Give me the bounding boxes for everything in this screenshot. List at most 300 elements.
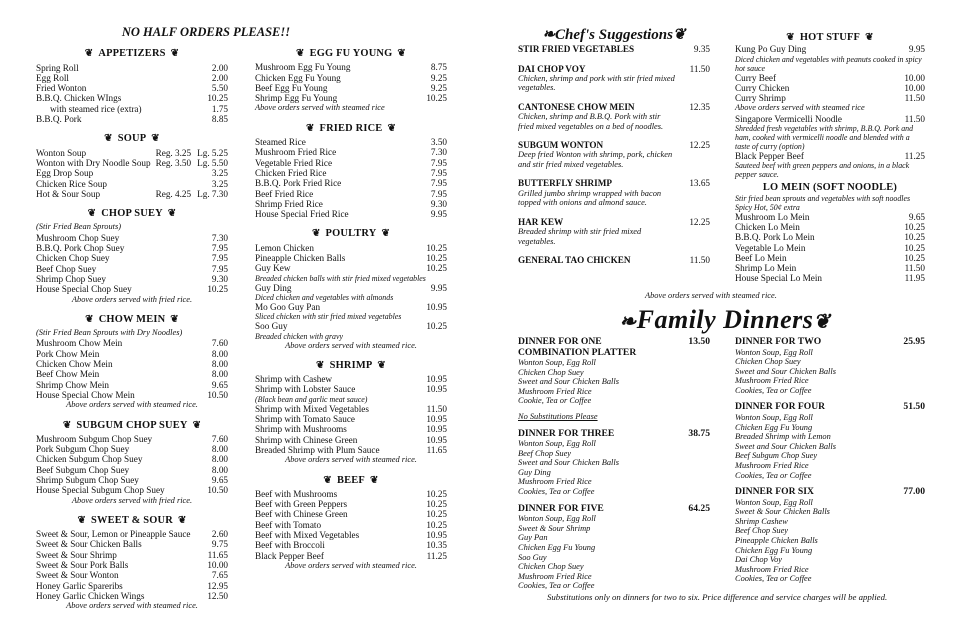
dinner-package-item: Wonton Soup, Egg Roll	[735, 497, 813, 507]
chef-suggestions-heading: ❧Chef's Suggestions❦	[542, 27, 686, 43]
menu-item-name: Beef with Mushrooms	[255, 488, 338, 499]
dinner-package-item: Dai Chop Voy	[735, 555, 782, 565]
menu-item-name: Beef with Broccoli	[255, 540, 325, 551]
menu-item	[36, 93, 228, 103]
menu-item	[735, 83, 925, 93]
chop-suey-list	[36, 233, 228, 295]
menu-item-name: Mushroom Subgum Chop Suey	[36, 433, 153, 444]
family-right	[735, 337, 925, 591]
menu-item-name: Sweet & Sour, Lemon or Pineapple Sauce	[36, 529, 191, 540]
menu-item-price: 7.95	[211, 263, 228, 274]
dinner-package-item: Mushroom Fried Rice	[735, 460, 809, 470]
menu-item	[255, 445, 447, 455]
menu-item-price: 10.35	[426, 540, 447, 551]
menu-item	[255, 178, 447, 188]
menu-item	[36, 233, 228, 243]
menu-item-description: Diced chicken and vegetables with almonds	[255, 292, 394, 302]
ornament-icon: ❦	[87, 208, 97, 220]
menu-item-price: 7.60	[211, 433, 228, 444]
menu-item	[735, 114, 925, 124]
menu-item-name: Shrimp Subgum Chop Suey	[36, 474, 139, 485]
menu-item	[36, 359, 228, 369]
fried-rice-heading: ❦ FRIED RICE ❦	[305, 122, 397, 134]
menu-item-name: Singapore Vermicelli Noodle	[735, 113, 842, 124]
menu-item	[735, 212, 925, 222]
menu-item	[36, 380, 228, 390]
ornament-icon: ❦	[167, 208, 177, 220]
chef-item-row	[518, 255, 710, 265]
dinner-package-item: Breaded Shrimp with Lemon	[735, 432, 831, 442]
menu-item	[36, 444, 228, 454]
lo-mein-extra: Spicy Hot, 50¢ extra	[735, 202, 800, 212]
chow-mein-note: Above orders served with steamed rice.	[66, 400, 198, 410]
menu-item	[255, 489, 447, 499]
menu-item-price: 10.25	[426, 253, 447, 264]
ornament-icon: ❦	[192, 419, 202, 431]
menu-item-regular-price: Reg. 4.25	[155, 188, 192, 199]
ornament-icon: ❦	[62, 419, 72, 431]
dinner-package-price: 77.00	[903, 486, 925, 498]
dinner-package-subname: COMBINATION PLATTER	[518, 346, 637, 358]
dinner-package-items	[735, 348, 925, 396]
menu-item-name: Chicken Egg Fu Young	[255, 72, 341, 83]
fried-rice-list	[255, 137, 447, 219]
chow-mein-list	[36, 338, 228, 400]
menu-item	[255, 189, 447, 199]
menu-item-price: 12.50	[207, 590, 228, 601]
chef-item-name: GENERAL TAO CHICKEN	[518, 255, 631, 266]
menu-item-name: Guy Ding	[255, 282, 292, 293]
menu-item-name: Beef Chow Mein	[36, 369, 100, 380]
chef-item-name: HAR KEW	[518, 216, 564, 227]
sweet-sour-heading: ❦ SWEET & SOUR ❦	[77, 514, 187, 526]
menu-item-name: Shrimp with Lobster Sauce	[255, 384, 356, 395]
chef-item	[518, 44, 710, 54]
menu-item-price: 9.95	[430, 282, 447, 293]
ornament-icon: ❦	[397, 48, 407, 59]
menu-item-price: 10.25	[426, 519, 447, 530]
menu-item-price: 10.25	[426, 488, 447, 499]
dinner-package-item: Beef Chop Suey	[518, 448, 572, 458]
menu-item-description: Breaded chicken with gravy	[255, 331, 344, 341]
ornament-icon: ❦	[377, 359, 386, 371]
menu-item-name: Soo Guy	[255, 321, 288, 332]
ornament-icon: ❦	[387, 122, 397, 134]
menu-item-price: 11.50	[426, 403, 447, 414]
dinner-package-price: 25.95	[903, 336, 925, 347]
dinner-package	[735, 487, 925, 584]
chop-suey-subtitle: (Stir Fried Bean Sprouts)	[36, 222, 122, 232]
menu-item-price: 10.25	[207, 93, 228, 104]
menu-item-price: 10.25	[426, 499, 447, 510]
menu-item-price: 7.95	[430, 167, 447, 178]
dinner-package-header	[735, 402, 925, 413]
dinner-package-items	[735, 498, 925, 584]
menu-item-price: 9.95	[908, 44, 925, 55]
menu-item-name: Beef with Tomato	[255, 519, 322, 530]
menu-item-regular-price: Reg. 3.50	[155, 157, 192, 168]
dinner-package-item: Cookies, Tea or Coffee	[518, 487, 595, 497]
menu-item-name: B.B.Q. Pork Lo Mein	[735, 232, 815, 243]
menu-item-price: 10.95	[426, 424, 447, 435]
menu-item	[255, 424, 447, 434]
menu-item-price: 9.65	[211, 379, 228, 390]
menu-item-price: 12.95	[207, 580, 228, 591]
hot-stuff-list-2	[735, 114, 925, 180]
menu-item-name: House Special Chow Mein	[36, 389, 135, 400]
menu-item-price: 11.95	[904, 273, 925, 284]
dinner-package-item: Cookies, Tea or Coffee	[735, 574, 812, 584]
column-middle	[255, 46, 447, 571]
dinner-package-price: 38.75	[688, 427, 710, 439]
dinner-package	[735, 337, 925, 395]
menu-item-price: 11.50	[904, 263, 925, 274]
menu-item-price: 8.00	[211, 464, 228, 475]
ornament-icon: ❦	[84, 48, 94, 60]
chef-item	[518, 140, 710, 169]
menu-item-price: 10.25	[904, 232, 925, 243]
ornament-icon: ❦	[77, 514, 87, 526]
menu-item-name: B.B.Q. Chicken WIngs	[36, 93, 122, 104]
shrimp-note: Above orders served with steamed rice.	[285, 455, 417, 465]
menu-item-price: 3.25	[211, 168, 228, 179]
appetizers-heading: ❦ APPETIZERS ❦	[84, 48, 180, 60]
menu-item-name: Mushroom Fried Rice	[255, 147, 337, 158]
ornament-icon: ❦	[813, 311, 831, 333]
menu-item-regular-price: Reg. 3.25	[155, 147, 192, 158]
menu-item	[36, 581, 228, 591]
lo-mein-list	[735, 212, 925, 284]
ornament-icon: ❦	[865, 32, 874, 43]
ornament-icon: ❦	[295, 48, 305, 59]
ornament-icon: ❦	[381, 228, 391, 240]
dinner-package-header	[518, 504, 710, 515]
menu-item-name: Shrimp Lo Mein	[735, 263, 797, 274]
menu-item-price: 7.30	[430, 147, 447, 158]
menu-item-price: 11.50	[904, 113, 925, 124]
dinner-package-item: Mushroom Fried Rice	[735, 376, 809, 386]
dinner-package-item: Cookies, Tea or Coffee	[518, 581, 595, 591]
menu-item	[36, 475, 228, 485]
dinner-package-item: Chicken Egg Fu Young	[735, 422, 813, 432]
menu-item-name: House Special Fried Rice	[255, 209, 349, 220]
sweet-sour-note: Above orders served with steamed rice.	[66, 601, 198, 611]
menu-item-price: 10.25	[426, 93, 447, 104]
menu-item-name: Shrimp Egg Fu Young	[255, 93, 338, 104]
menu-item	[255, 168, 447, 178]
menu-item-name: Vegetable Fried Rice	[255, 157, 333, 168]
menu-item-price: 3.50	[430, 137, 447, 148]
dinner-package-header	[518, 429, 710, 440]
chef-item-price: 9.35	[693, 44, 710, 55]
dinner-package-header	[518, 337, 710, 348]
menu-item	[735, 273, 925, 283]
menu-item	[735, 151, 925, 161]
menu-item	[255, 147, 447, 157]
menu-item-price: 3.25	[211, 178, 228, 189]
menu-item-price: 8.00	[211, 454, 228, 465]
menu-item	[255, 93, 447, 103]
shrimp-list	[255, 374, 447, 455]
menu-item-name: Shrimp Fried Rice	[255, 198, 323, 209]
menu-item-description: Sauteed beef with green peppers and onions, in a black pepper sauce.	[735, 161, 910, 180]
menu-item-description: (Black bean and garlic meat sauce)	[255, 394, 368, 404]
ornament-icon: ❦	[104, 133, 113, 145]
dinner-package	[735, 402, 925, 480]
menu-item-price: 10.25	[904, 221, 925, 232]
chef-item-name: SUBGUM WONTON	[518, 140, 604, 151]
menu-item-price: 7.95	[211, 243, 228, 254]
menu-item	[255, 551, 447, 561]
subgum-heading: ❦ SUBGUM CHOP SUEY ❦	[62, 419, 202, 431]
menu-item-price: 10.95	[426, 301, 447, 312]
ornament-icon: ❦	[672, 27, 686, 43]
dinner-package-item: Wonton Soup, Egg Roll	[518, 358, 596, 367]
chef-item-name: BUTTERFLY SHRIMP	[518, 178, 613, 189]
menu-item-name: Curry Shrimp	[735, 93, 786, 104]
menu-item-price: Lg. 5.50	[197, 157, 228, 168]
menu-item	[36, 434, 228, 444]
subgum-list	[36, 434, 228, 496]
menu-item	[735, 263, 925, 273]
menu-item-price: 10.00	[207, 560, 228, 571]
menu-item-name: B.B.Q. Pork Chop Suey	[36, 243, 125, 254]
menu-item-price: 8.00	[211, 444, 228, 455]
ornament-icon: ❦	[311, 228, 321, 240]
menu-item-price: 10.50	[207, 485, 228, 496]
chef-item-description: Chicken, shrimp and B.B.Q. Pork with stir fried mixed vegetables on a bed of noodles.	[518, 112, 664, 131]
dinner-package-item: Pineapple Chicken Balls	[735, 536, 818, 545]
menu-item-name: Black Pepper Beef	[255, 550, 324, 561]
dinner-package-item: Wonton Soup, Egg Roll	[735, 412, 813, 422]
menu-item-name: House Special Lo Mein	[735, 273, 823, 284]
menu-item	[735, 253, 925, 263]
dinner-package-name: DINNER FOR SIX	[735, 486, 814, 498]
menu-item	[255, 302, 447, 312]
beef-note: Above orders served with steamed rice.	[285, 560, 417, 570]
menu-item-name: House Special Subgum Chop Suey	[36, 485, 165, 496]
menu-item	[255, 283, 447, 293]
dinner-package-name: DINNER FOR FOUR	[735, 401, 826, 413]
menu-item	[255, 530, 447, 540]
dinner-package-name: DINNER FOR ONE	[518, 336, 602, 347]
menu-item	[36, 529, 228, 539]
menu-item-price: 10.95	[426, 374, 447, 385]
dinner-package-name: DINNER FOR FIVE	[518, 502, 604, 514]
menu-item-price: 10.95	[426, 434, 447, 445]
lo-mein-subtitle: Stir fried bean sprouts and vegetables with soft noodles	[735, 193, 911, 203]
menu-item-name: Mushroom Lo Mein	[735, 211, 810, 222]
dinner-package-item: Mushroom Fried Rice	[735, 564, 809, 574]
dinner-package-item: Cookies, Tea or Coffee	[735, 385, 812, 395]
chef-item-price: 11.50	[689, 63, 710, 74]
chef-item-description: Chicken, shrimp and pork with stir fried mixed vegetables.	[518, 73, 675, 93]
dinner-package	[518, 337, 710, 422]
menu-item	[36, 465, 228, 475]
dinner-package-price: 64.25	[688, 502, 710, 514]
dinner-package-item: Sweet & Sour Shrimp	[518, 523, 591, 533]
menu-item-name: Chicken Fried Rice	[255, 167, 327, 178]
ornament-icon: ❦	[305, 122, 315, 134]
menu-item	[255, 414, 447, 424]
menu-item	[36, 454, 228, 464]
menu-item-name: Chicken Rice Soup	[36, 178, 107, 189]
menu-item	[255, 540, 447, 550]
chef-item-row	[518, 140, 710, 150]
menu-item-price: 7.30	[211, 232, 228, 243]
menu-item-name: Shrimp with Cashew	[255, 374, 333, 385]
hot-stuff-list	[735, 44, 925, 103]
menu-item	[36, 338, 228, 348]
menu-item-name: Beef Chop Suey	[36, 263, 97, 274]
chef-item-row	[518, 102, 710, 112]
menu-item-name: Chicken Chow Mein	[36, 359, 113, 370]
menu-item-price: 10.25	[426, 242, 447, 253]
menu-item-name: Lemon Chicken	[255, 242, 314, 253]
menu-item	[735, 73, 925, 83]
soup-heading: ❦ SOUP ❦	[104, 133, 160, 145]
menu-item	[255, 137, 447, 147]
menu-item-price: 9.25	[430, 72, 447, 83]
menu-item	[36, 284, 228, 294]
dinner-package-item: Beef Chop Suey	[735, 526, 789, 536]
menu-item-price: 9.65	[211, 474, 228, 485]
menu-item-price: 10.95	[426, 384, 447, 395]
ornament-icon: ❧	[542, 27, 556, 43]
menu-item	[255, 321, 447, 331]
menu-item-price: 10.25	[426, 509, 447, 520]
menu-item-name: Shrimp with Mushrooms	[255, 424, 347, 435]
chef-item	[518, 217, 710, 246]
dinner-package-items	[518, 439, 710, 497]
dinner-package-item: Wonton Soup, Egg Roll	[518, 439, 596, 449]
menu-item-price: 10.25	[904, 252, 925, 263]
menu-item-price: 9.95	[430, 209, 447, 220]
chef-item-row	[518, 178, 710, 188]
menu-item	[735, 222, 925, 232]
dinner-package-item: Soo Guy	[518, 552, 547, 562]
menu-item-price: 2.00	[211, 72, 228, 83]
menu-item-name: Beef Egg Fu Young	[255, 82, 328, 93]
soup-list	[36, 148, 228, 199]
menu-item-price: 9.65	[908, 211, 925, 222]
menu-item	[36, 243, 228, 253]
ornament-icon: ❦	[323, 474, 333, 486]
menu-item-price: 10.00	[904, 72, 925, 83]
chef-item-row	[518, 44, 710, 54]
hot-stuff-heading: ❦ HOT STUFF ❦	[786, 32, 874, 43]
menu-item-price: 5.50	[211, 83, 228, 94]
menu-item-name: Spring Roll	[36, 62, 79, 73]
menu-item-name: Guy Kew	[255, 263, 291, 274]
menu-item-name: Mushroom Chop Suey	[36, 232, 120, 243]
menu-item	[255, 62, 447, 72]
ornament-icon: ❦	[170, 48, 180, 60]
menu-item-price: 7.95	[211, 253, 228, 264]
menu-item	[255, 374, 447, 384]
dinner-package-item: Mushroom Fried Rice	[518, 386, 592, 396]
menu-item	[255, 404, 447, 414]
dinner-package	[518, 429, 710, 497]
menu-item	[36, 179, 228, 189]
menu-item-name: Chicken Subgum Chop Suey	[36, 454, 143, 465]
menu-item-name: Shrimp with Tomato Sauce	[255, 414, 355, 425]
menu-item	[255, 384, 447, 394]
menu-item-price: 8.00	[211, 369, 228, 380]
ornament-icon: ❦	[786, 32, 795, 43]
menu-item	[255, 499, 447, 509]
dinner-package-name: DINNER FOR TWO	[735, 336, 822, 347]
chef-item	[518, 178, 710, 207]
menu-item-price: Lg. 7.30	[197, 188, 228, 199]
dinner-package-items	[735, 413, 925, 480]
dinner-package-note: No Substitutions Please	[518, 411, 598, 421]
chef-item	[518, 102, 710, 131]
menu-item-name: Pineapple Chicken Balls	[255, 253, 346, 264]
chef-item-price: 13.65	[689, 178, 710, 189]
chef-item-name: STIR FRIED VEGETABLES	[518, 44, 635, 55]
dinner-package-item: Chicken Chop Suey	[735, 357, 801, 367]
menu-item-price: 1.75	[211, 103, 228, 114]
menu-item-price: 9.30	[430, 198, 447, 209]
menu-item	[735, 232, 925, 242]
no-half-orders-banner: NO HALF ORDERS PLEASE!!	[121, 25, 291, 39]
menu-item-name: Breaded Shrimp with Plum Sauce	[255, 444, 380, 455]
menu-item	[36, 104, 228, 114]
menu-item	[36, 485, 228, 495]
menu-item-name: Egg Drop Soup	[36, 168, 94, 179]
menu-item-name: Shrimp with Chinese Green	[255, 434, 358, 445]
dinner-package-item: Sweet and Sour Chicken Balls	[518, 377, 619, 387]
dinner-package-item: Cookies, Tea or Coffee	[735, 470, 812, 480]
menu-item-name: Steamed Rice	[255, 137, 306, 148]
chef-item-price: 12.25	[689, 216, 710, 227]
menu-item-price: 11.25	[426, 550, 447, 561]
chow-mein-subtitle: (Stir Fried Bean Sprouts with Dry Noodles)	[36, 328, 183, 338]
hot-stuff-note: Above orders served with steamed rice	[735, 103, 865, 113]
menu-item-name: Shrimp with Mixed Vegetables	[255, 403, 369, 414]
menu-item	[36, 189, 228, 199]
shrimp-heading: ❦ SHRIMP ❦	[316, 359, 386, 371]
dinner-package-item: Wonton Soup, Egg Roll	[735, 347, 813, 357]
menu-item-name: Kung Po Guy Ding	[735, 44, 807, 55]
dinner-package-item: Sweet & Sour Chicken Balls	[735, 507, 830, 517]
menu-item-name: Sweet & Sour Pork Balls	[36, 560, 129, 571]
chef-item-row	[518, 217, 710, 227]
family-dinners-heading: ❧Family Dinners❦	[619, 305, 831, 334]
menu-item-name: Shrimp Chop Suey	[36, 273, 106, 284]
chef-item-name: CANTONESE CHOW MEIN	[518, 101, 635, 112]
menu-item	[36, 158, 228, 168]
dinner-package	[518, 504, 710, 591]
menu-item-name: Hot & Sour Soup	[36, 188, 101, 199]
egg-fu-young-heading: ❦ EGG FU YOUNG ❦	[295, 48, 407, 59]
menu-item-name: Beef with Chinese Green	[255, 509, 348, 520]
dinner-package-item: Shrimp Cashew	[735, 516, 788, 526]
menu-item-name: Shrimp Chow Mein	[36, 379, 109, 390]
column-chef	[518, 27, 710, 266]
menu-item-price: 7.65	[211, 570, 228, 581]
menu-item	[36, 560, 228, 570]
menu-item-name: Wonton with Dry Noodle Soup	[36, 157, 151, 168]
menu-item-name: with steamed rice (extra)	[50, 103, 142, 114]
menu-item-price: 8.00	[211, 348, 228, 359]
dinner-package-items	[518, 358, 710, 406]
chef-item-price: 12.25	[689, 140, 710, 151]
ornament-icon: ❦	[369, 474, 379, 486]
menu-item-name: Honey Garlic Chicken Wings	[36, 590, 145, 601]
dinner-package-item: Sweet and Sour Chicken Balls	[735, 366, 836, 376]
